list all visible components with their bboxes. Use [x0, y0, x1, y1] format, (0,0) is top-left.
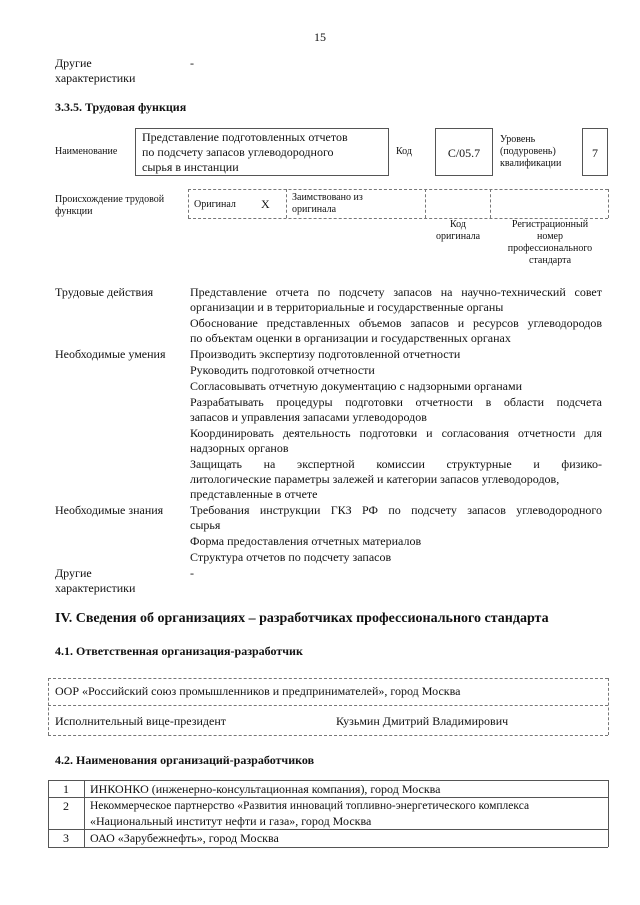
reg-number-line: стандарта — [528, 255, 572, 266]
reg-number-label — [492, 219, 608, 267]
knowledge-item — [190, 550, 602, 565]
reg-number-line: профессионального — [507, 243, 593, 254]
labor-action-line: Обоснование представленных объемов запасов и ресурсов углеводородов — [190, 316, 602, 330]
level-label-line: Уровень — [500, 134, 536, 145]
dev-row-number: 1 — [63, 782, 69, 796]
skill-item — [190, 379, 602, 394]
top-other-label — [55, 56, 135, 86]
skill-item — [190, 363, 602, 378]
origin-row-divider — [286, 189, 287, 218]
borrowed-label-line: оригинала — [292, 204, 337, 215]
level-value: 7 — [592, 146, 598, 160]
bottom-other-value: - — [190, 566, 194, 580]
dev-row-number: 2 — [63, 799, 69, 813]
skills-label: Необходимые умения — [55, 347, 166, 361]
origin-row-divider — [608, 189, 609, 218]
code-value: С/05.7 — [447, 146, 481, 160]
knowledge-line: Требования инструкции ГКЗ РФ по подсчету запасов углеводородного — [190, 503, 602, 517]
dev-table-border — [48, 780, 608, 781]
knowledge-line: Форма предоставления отчетных материалов — [190, 534, 422, 548]
code-label: Код — [396, 146, 412, 157]
skill-line: Согласовывать отчетную документацию с надзорными органами — [190, 379, 522, 393]
labor-action-line: Представление отчета по подсчету запасов на научно-технический совет — [190, 285, 602, 299]
skill-item — [190, 347, 602, 362]
org-table-border — [48, 678, 49, 735]
level-label — [500, 134, 561, 170]
top-other-label-line2: характеристики — [55, 71, 136, 85]
dev-row-text — [90, 799, 602, 829]
dev-table-border — [608, 780, 609, 847]
skill-item — [190, 395, 602, 425]
original-label: Оригинал — [194, 199, 236, 210]
skill-line: Разрабатывать процедуры подготовки отчетности в области подсчета — [190, 395, 602, 409]
skill-line: Защищать на экспертной комиссии структурные и физико- — [190, 457, 602, 471]
section-41-heading: 4.1. Ответственная организация-разработчик — [55, 644, 303, 658]
reg-number-line: номер — [537, 231, 563, 242]
level-label-line: (подуровень) — [500, 146, 556, 157]
reg-number-line: Регистрационный — [511, 219, 589, 230]
skill-line: Производить экспертизу подготовленной отчетности — [190, 347, 461, 361]
dev-row-line: ИНКОНКО (инженерно-консультационная компания), город Москва — [90, 782, 441, 796]
skill-line: представленные в отчете — [190, 487, 318, 501]
code-original-line: оригинала — [435, 231, 481, 242]
org-table-border — [48, 678, 608, 679]
labor-action-line: по объектам оценки в организации и государственных органах — [190, 331, 511, 345]
name-value-line: по подсчету запасов углеводородного — [142, 145, 334, 159]
borrowed-label — [292, 192, 363, 216]
org-table-border — [608, 678, 609, 735]
top-other-value: - — [190, 56, 194, 70]
responsible-org: ООР «Российский союз промышленников и предпринимателей», город Москва — [55, 684, 461, 698]
origin-row-divider — [490, 189, 491, 218]
bottom-other-label-line2: характеристики — [55, 581, 136, 595]
skill-line: запасов и управления запасами углеводородов — [190, 410, 427, 424]
skill-item — [190, 457, 602, 502]
skill-line: надзорных органов — [190, 441, 289, 455]
dev-row-line: Некоммерческое партнерство «Развития инноваций топливно-энергетического комплекса — [90, 800, 530, 812]
responsible-person: Кузьмин Дмитрий Владимирович — [336, 714, 509, 728]
origin-row-divider — [188, 189, 189, 218]
labor-action-item — [190, 316, 602, 346]
bottom-other-label-line1: Другие — [55, 566, 92, 580]
name-label: Наименование — [55, 146, 118, 157]
knowledge-line: Структура отчетов по подсчету запасов — [190, 550, 392, 564]
origin-label-line: функции — [55, 206, 93, 217]
skill-line: Координировать деятельность подготовки и согласования отчетности для — [190, 426, 602, 440]
labor-action-item — [190, 285, 602, 315]
dev-row-text — [90, 831, 279, 846]
origin-label-line: Происхождение трудовой — [55, 194, 165, 205]
section-42-heading: 4.2. Наименования организаций-разработчиков — [55, 753, 315, 767]
dev-row-number: 3 — [63, 831, 69, 845]
dev-table-border — [84, 780, 85, 847]
labor-action-line: организации и в территориальные и государственные органы — [190, 300, 504, 314]
dev-table-border — [48, 847, 608, 848]
skill-line: литологические параметры залежей и категории запасов углеводородов, — [190, 472, 560, 486]
dev-row-line: ОАО «Зарубежнефть», город Москва — [90, 831, 279, 845]
responsible-position: Исполнительный вице-президент — [55, 714, 227, 728]
org-table-border — [48, 735, 608, 736]
knowledge-label: Необходимые знания — [55, 503, 164, 517]
skill-line: Руководить подготовкой отчетности — [190, 363, 375, 377]
code-original-label — [425, 219, 491, 243]
dev-table-border — [48, 829, 608, 830]
origin-label — [55, 194, 164, 218]
knowledge-item — [190, 503, 602, 533]
borrowed-label-line: Заимствовано из — [292, 192, 363, 203]
knowledge-item — [190, 534, 602, 549]
dev-table-border — [48, 797, 608, 798]
code-original-line: Код — [450, 219, 466, 230]
name-value-line: сырья в инстанции — [142, 160, 239, 174]
dev-row-line: «Национальный институт нефти и газа», город Москва — [90, 814, 372, 828]
org-table-border — [48, 705, 608, 706]
dev-row-text — [90, 782, 440, 797]
page-number: 15 — [314, 30, 326, 44]
origin-row-divider — [425, 189, 426, 218]
top-other-label-line1: Другие — [55, 56, 92, 70]
labor-actions-label: Трудовые действия — [55, 285, 154, 299]
section-335-heading: 3.3.5. Трудовая функция — [55, 100, 187, 114]
original-mark: X — [261, 197, 270, 211]
level-label-line: квалификации — [500, 158, 562, 169]
section-iv-heading: IV. Сведения об организациях – разработчиках профессионального стандарта — [55, 611, 549, 626]
bottom-other-label — [55, 566, 135, 596]
skill-item — [190, 426, 602, 456]
knowledge-line: сырья — [190, 518, 221, 532]
name-value-line: Представление подготовленных отчетов — [142, 130, 348, 144]
origin-row-top-border — [188, 189, 608, 190]
name-value — [142, 130, 348, 175]
